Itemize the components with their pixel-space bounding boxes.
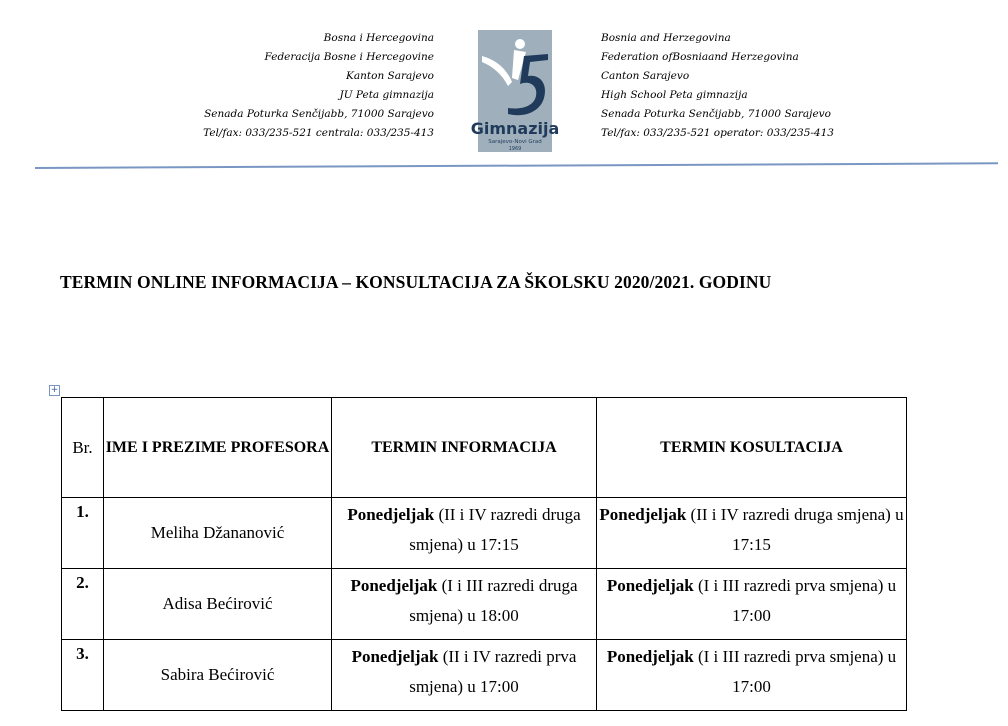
header-right-line: Senada Poturka Senčijabb, 71000 Sarajevo <box>601 108 831 120</box>
consultation-term <box>597 569 907 640</box>
header-information-term: TERMIN INFORMACIJA <box>332 398 597 498</box>
consultation-day: Ponedjeljak <box>606 576 694 595</box>
consultation-detail: (I i III razredi prva smjena) u 17:00 <box>693 576 897 625</box>
information-day: Ponedjeljak <box>351 647 439 666</box>
row-number: 2. <box>62 569 104 640</box>
header-right-address <box>601 29 901 143</box>
consultation-table <box>61 397 907 711</box>
table-row <box>62 640 907 711</box>
information-term <box>332 569 597 640</box>
information-term <box>332 640 597 711</box>
header-left-line: JU Peta gimnazija <box>339 89 434 101</box>
school-logo <box>470 30 560 152</box>
header-left-line: Federacija Bosne i Hercegovine <box>264 51 434 63</box>
logo-subtitle: Sarajevo-Novi Grad <box>488 139 542 145</box>
professor-name: Adisa Bećirović <box>104 569 332 640</box>
consultation-term <box>597 640 907 711</box>
information-day: Ponedjeljak <box>350 576 438 595</box>
professor-name: Meliha Džananović <box>104 498 332 569</box>
consultation-term <box>597 498 907 569</box>
header-left-address <box>164 29 434 143</box>
header-professor-name: IME I PREZIME PROFESORA <box>104 398 332 498</box>
header-left-line: Senada Poturka Senčijabb, 71000 Sarajevo <box>204 108 434 120</box>
consultation-day: Ponedjeljak <box>606 647 694 666</box>
header-left-line: Bosna i Hercegovina <box>323 32 434 44</box>
consultation-detail: (I i III razredi prva smjena) u 17:00 <box>693 647 897 696</box>
table-row <box>62 569 907 640</box>
row-number: 1. <box>62 498 104 569</box>
consultation-day: Ponedjeljak <box>599 505 687 524</box>
header-number: Br. <box>62 398 104 498</box>
information-detail: (I i III razredi druga smjena) u 18:00 <box>409 576 578 625</box>
header-consultation-term: TERMIN KOSULTACIJA <box>597 398 907 498</box>
table-move-handle-icon[interactable]: + <box>50 385 59 395</box>
information-term <box>332 498 597 569</box>
header-left-line: Kanton Sarajevo <box>346 70 434 82</box>
information-detail: (II i IV razredi prva smjena) u 17:00 <box>409 647 577 696</box>
information-detail: (II i IV razredi druga smjena) u 17:15 <box>409 505 581 554</box>
information-day: Ponedjeljak <box>347 505 435 524</box>
header-right-line: High School Peta gimnazija <box>601 89 748 101</box>
logo-name: Gimnazija <box>470 119 560 138</box>
table-row <box>62 498 907 569</box>
header-right-line: Bosnia and Herzegovina <box>601 32 731 44</box>
header-divider <box>35 162 998 169</box>
table-header-row <box>62 398 907 498</box>
consultation-detail: (II i IV razredi druga smjena) u 17:15 <box>686 505 904 554</box>
header-right-line: Federation ofBosniaand Herzegovina <box>601 51 799 63</box>
header-left-line: Tel/fax: 033/235-521 centrala: 033/235-413 <box>203 127 434 139</box>
logo-year: 1969 <box>508 146 522 152</box>
row-number: 3. <box>62 640 104 711</box>
document-title: TERMIN ONLINE INFORMACIJA – KONSULTACIJA ZA ŠKOLSKU 2020/2021. GODINU <box>60 272 772 292</box>
header-right-line: Tel/fax: 033/235-521 operator: 033/235-413 <box>601 127 834 139</box>
header-right-line: Canton Sarajevo <box>601 70 690 82</box>
professor-name: Sabira Bećirović <box>104 640 332 711</box>
